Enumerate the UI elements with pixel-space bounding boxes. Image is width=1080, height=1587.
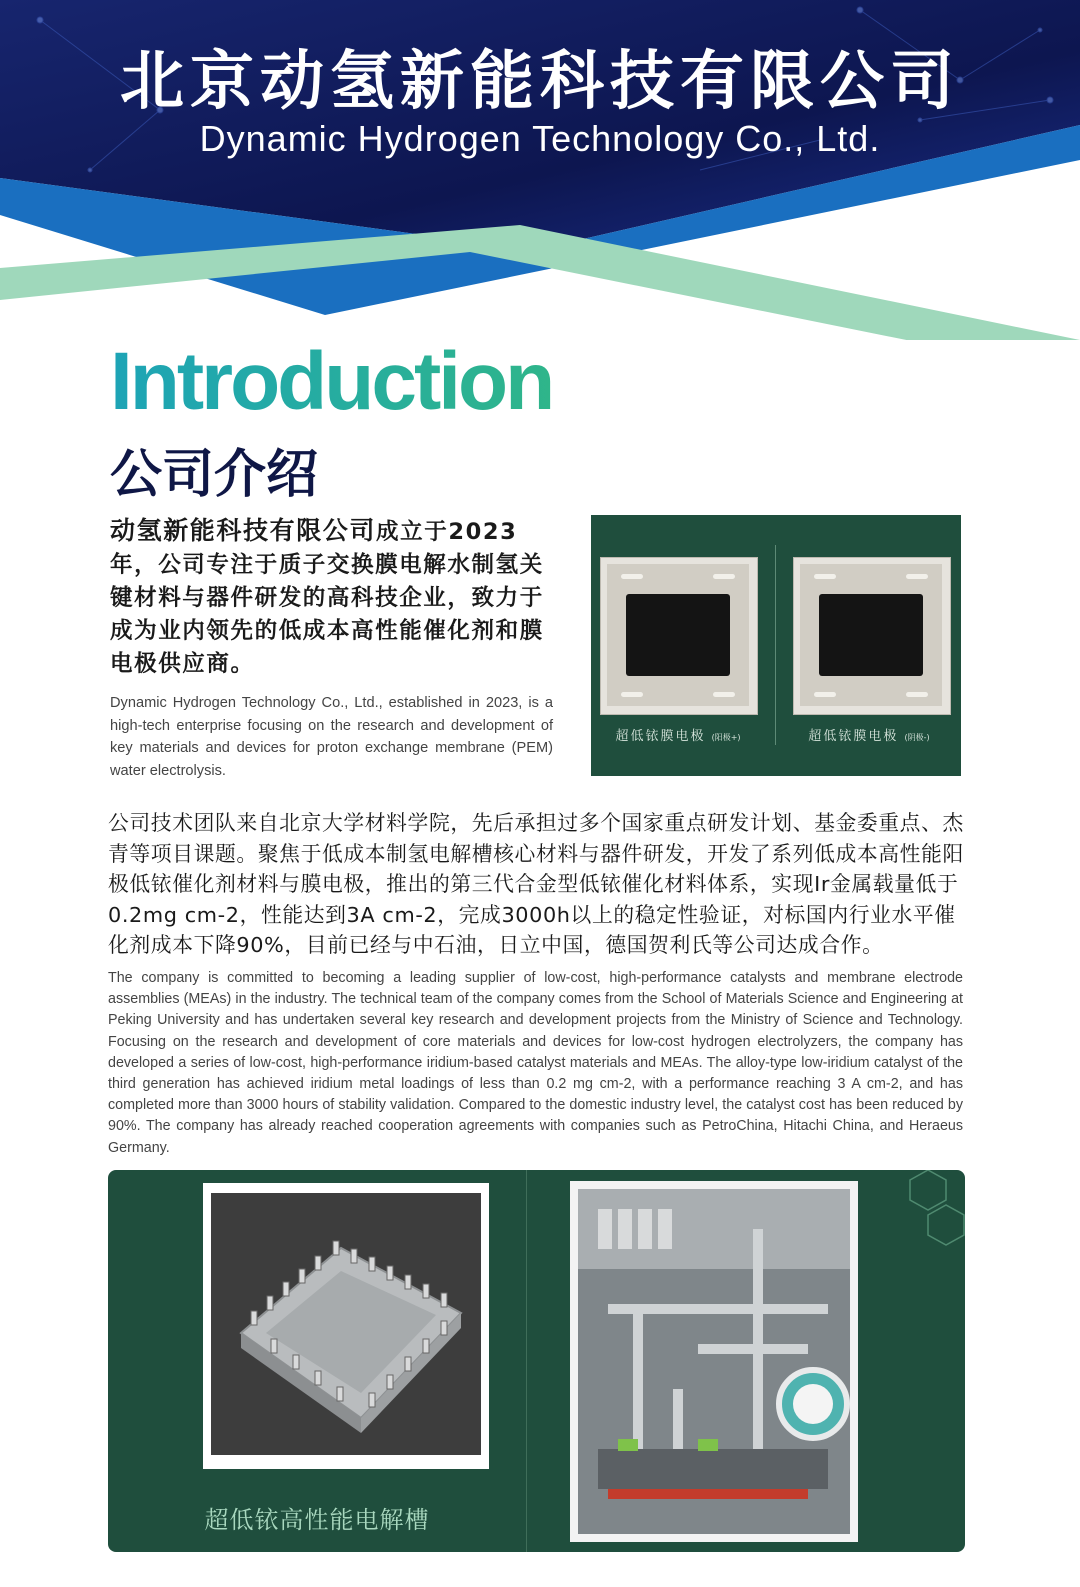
section-title-en: Introduction (110, 336, 553, 427)
mea-cathode-image (793, 557, 951, 715)
company-name-cn: 北京动氢新能科技有限公司 (120, 45, 960, 119)
test-station-illustration (578, 1189, 850, 1534)
intro-lead-company: 动氢新能科技有限公司 (110, 516, 377, 545)
panel-divider (526, 1170, 527, 1552)
section-title-cn: 公司介绍 (110, 445, 319, 505)
team-paragraph-en: The company is committed to becoming a leading supplier of low-cost, high-performance catalysts and membrane electrode assemblies (MEAs) in the industry. The technical team of the company comes from the School of Materials Science and Engineering at Peking University and has undertaken several key research and development projects from the Ministry of Science and Technology. Focusing on the research and development of core materials and devices for low-cost hydrogen electrolyzers, the company has developed a series of low-cost, high-performance iridium-based catalyst materials and MEAs. The alloy-type low-iridium catalyst of the third generation has achieved iridium metal loadings of less than 0.2 mg cm-2, with a performance reaching 3 A cm-2, and has completed more than 3000 hours of stability validation. Compared to the domestic industry level, the catalyst cost has been reduced by 90%. The company has already reached cooperation agreements with companies such as PetroChina, Hitachi China, and Heraeus Germany. (108, 970, 963, 1156)
hexagon-decoration-icon (888, 1170, 965, 1260)
company-name-en: Dynamic Hydrogen Technology Co., Ltd. (199, 118, 881, 159)
electrolyzer-stack-illustration (211, 1193, 481, 1455)
mea-anode-image (600, 557, 758, 715)
panel-divider (775, 545, 776, 745)
electrolyzer-photo-panel (108, 1170, 965, 1552)
intro-rest-cn: 成立于2023年，公司专注于质子交换膜电解水制氢关键材料与器件研发的高科技企业，致力于成为业内领先的低成本高性能催化剂和膜电极供应商。 (110, 519, 544, 677)
mea-anode-caption: 超低铱膜电极 (阳极+) (615, 729, 741, 744)
electrolyzer-stack-photo (203, 1183, 489, 1469)
test-station-photo (570, 1181, 858, 1542)
intro-paragraph-cn (110, 514, 555, 681)
mea-photo-panel (591, 515, 961, 776)
electrolyzer-caption: 超低铱高性能电解槽 (204, 1506, 430, 1534)
header-banner (0, 0, 1080, 340)
team-paragraph-cn: 公司技术团队来自北京大学材料学院，先后承担过多个国家重点研发计划、基金委重点、杰青等项目课题。聚焦于低成本制氢电解槽核心材料与器件研发，开发了系列低成本高性能阳极低铱催化剂材料与膜电极，推出的第三代合金型低铱催化材料体系，实现Ir金属载量低于0.2mg cm-2，性能达到3A cm-2，完成3000h以上的稳定性验证，对标国内行业水平催化剂成本下降90%，目前已经与中石油，日立中国，德国贺利氏等公司达成合作。 (108, 811, 964, 957)
mea-cathode-caption: 超低铱膜电极 (阴极-) (808, 729, 930, 744)
intro-paragraph-en: Dynamic Hydrogen Technology Co., Ltd., established in 2023, is a high-tech enterprise focusing on the research and development of key materials and devices for proton exchange membrane (PEM) water electrolysis. (110, 695, 553, 779)
